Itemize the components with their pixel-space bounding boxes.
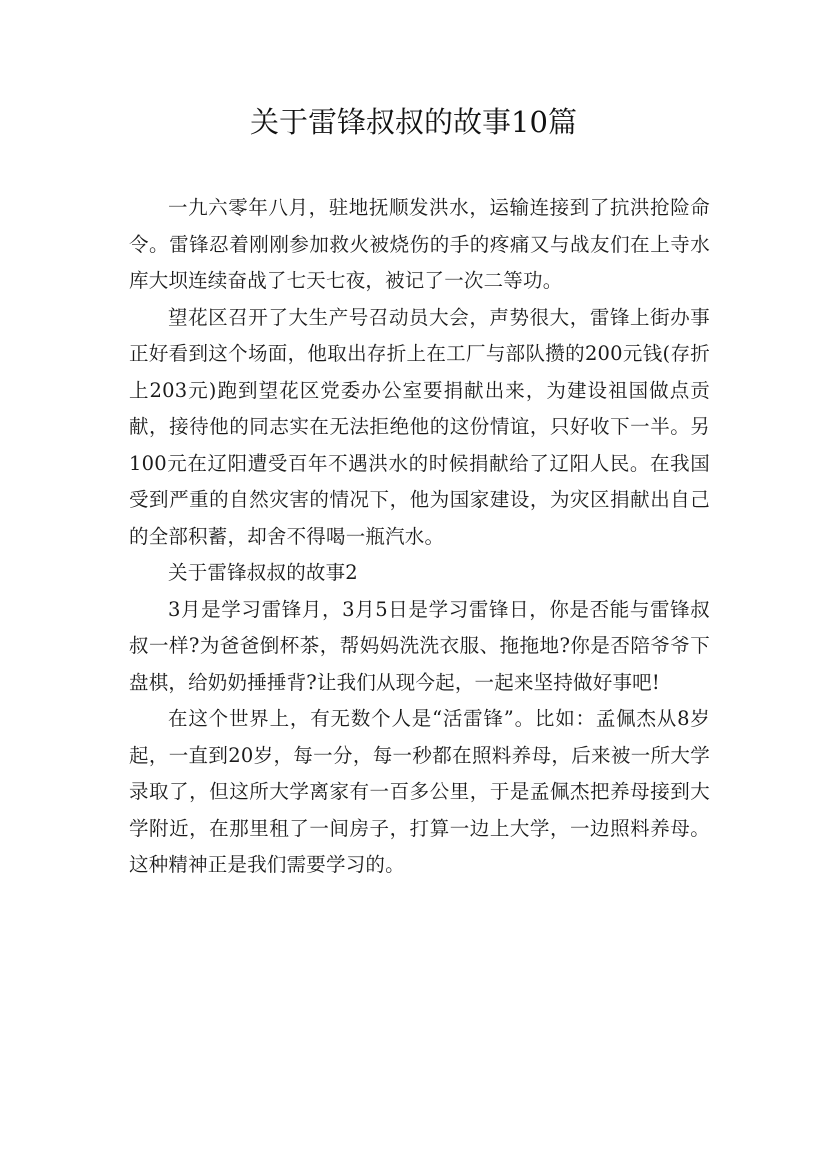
paragraph-learn-from-lei-feng: 3月是学习雷锋月，3月5日是学习雷锋日，你是否能与雷锋叔叔一样?为爸爸倒杯茶，帮妈妈洗洗衣服、拖拖地?你是否陪爷爷下盘棋，给奶奶捶捶背?让我们从现今起，一起来坚持做好事吧!: [129, 597, 710, 694]
document-title: 关于雷锋叔叔的故事10篇: [250, 105, 577, 139]
paragraph-flood-relief: 一九六零年八月，驻地抚顺发洪水，运输连接到了抗洪抢险命令。雷锋忍着刚刚参加救火被烧伤的手的疼痛又与战友们在上寺水库大坝连续奋战了七天七夜，被记了一次二等功。: [129, 196, 710, 292]
section-heading-story-2: 关于雷锋叔叔的故事2: [168, 561, 358, 584]
document-body: [129, 190, 710, 884]
paragraph-living-lei-feng: 在这个世界上，有无数个人是“活雷锋”。比如：孟佩杰从8岁起，一直到20岁，每一分，每一秒都在照料养母，后来被一所大学录取了，但这所大学离家有一百多公里，于是孟佩杰把养母接到大学附近，在那里租了一间房子，打算一边上大学，一边照料养母。这种精神正是我们需要学习的。: [129, 707, 710, 876]
paragraph-donation: 望花区召开了大生产号召动员大会，声势很大，雷锋上街办事正好看到这个场面，他取出存折上在工厂与部队攒的200元钱(存折上203元)跑到望花区党委办公室要捐献出来，为建设祖国做点贡献，接待他的同志实在无法拒绝他的这份情谊，只好收下一半。另100元在辽阳遭受百年不遇洪水的时候捐献给了辽阳人民。在我国受到严重的自然灾害的情况下，他为国家建设，为灾区捐献出自己的全部积蓄，却舍不得喝一瓶汽水。: [129, 305, 710, 548]
